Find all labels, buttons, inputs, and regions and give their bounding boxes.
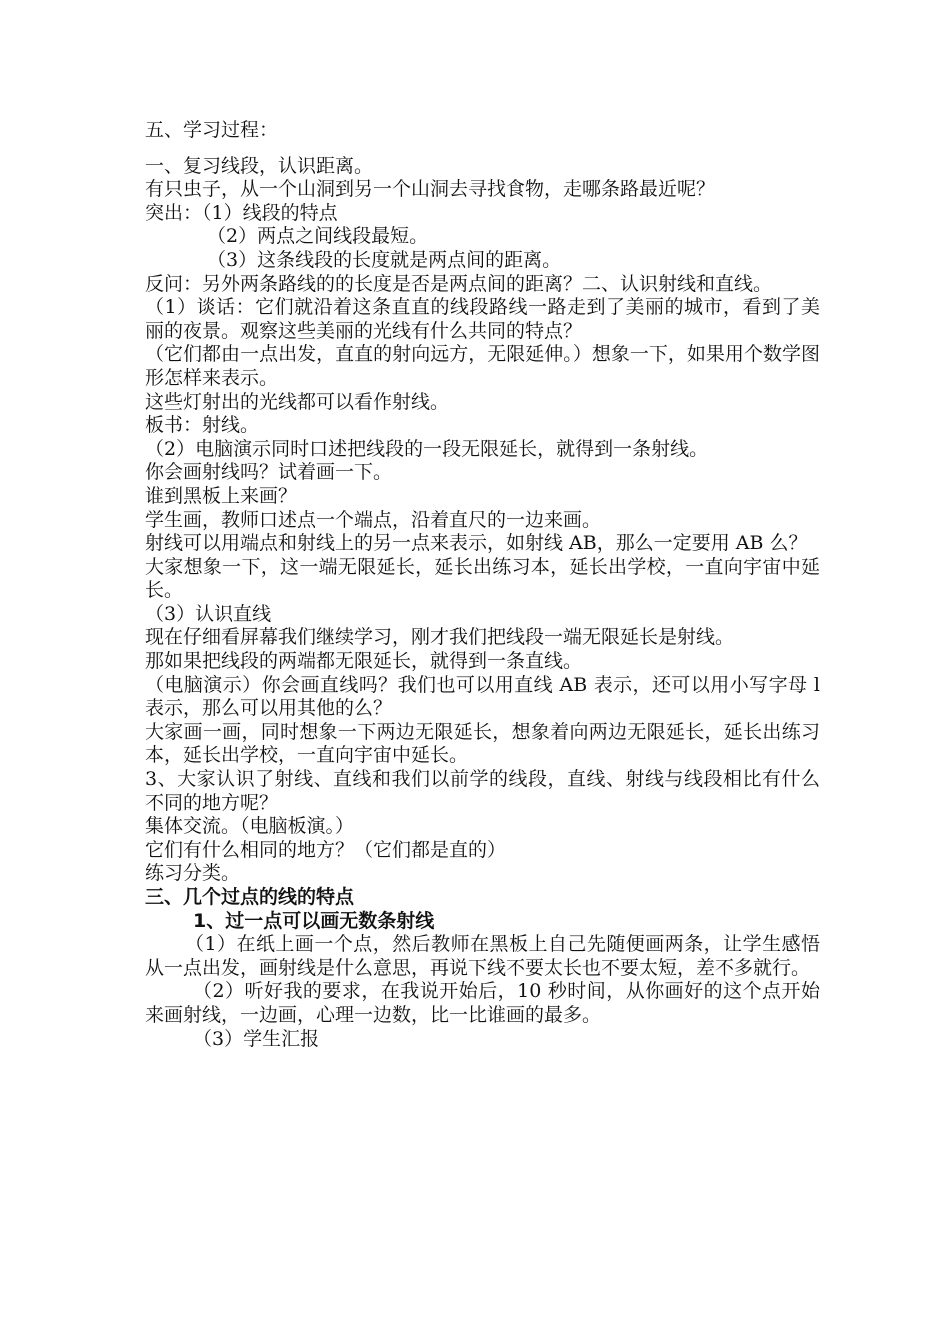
paragraph-student-report: （3）学生汇报 [193, 1027, 320, 1050]
paragraph-screen-study: 现在仔细看屏幕我们继续学习，刚才我们把线段一端无限延长是射线。 [145, 626, 735, 649]
paragraph-board-ray: 板书：射线。 [145, 414, 260, 437]
paragraph-both-ends: 那如果把线段的两端都无限延长，就得到一条直线。 [145, 650, 583, 673]
section-heading-learning-process: 五、学习过程： [145, 119, 279, 141]
paragraph-counter-question: 反问：另外两条路线的的长度是否是两点间的距离？二、认识射线和直线。 [145, 272, 773, 295]
paragraph-emphasis-2: （2）两点之间线段最短。 [207, 225, 429, 248]
paragraph-student-draws: 学生画，教师口述点一个端点，沿着直尺的一边来画。 [145, 508, 602, 531]
paragraph-know-line: （3）认识直线 [145, 602, 272, 625]
paragraph-emphasis-3: （3）这条线段的长度就是两点间的距离。 [207, 248, 562, 271]
paragraph-requirement [145, 980, 820, 1027]
paragraph-imagine-extend: 大家想象一下，这一端无限延长，延长出练习本，延长出学校，一直向宇宙中延长。 [145, 555, 820, 602]
subheading-infinite-rays: 1、过一点可以画无数条射线 [193, 909, 435, 932]
paragraph-computer-demo-line: （电脑演示）你会画直线吗？我们也可以用直线 AB 表示，还可以用小写字母 l 表示，那么可以用其他的么？ [145, 673, 820, 720]
paragraph-draw-line: 大家画一画，同时想象一下两边无限延长，想象着向两边无限延长，延长出练习本，延长出学校，一直向宇宙中延长。 [145, 720, 820, 767]
paragraph-requirement-text: （2）听好我的要求，在我说开始后，10 秒时间，从你画好的这个点开始来画射线，一边画，心理一边数，比一比谁画的最多。 [145, 980, 820, 1026]
paragraph-insect-question: 有只虫子，从一个山洞到另一个山洞去寻找食物，走哪条路最近呢？ [145, 178, 716, 201]
paragraph-draw-ray: 你会画射线吗？试着画一下。 [145, 461, 393, 484]
paragraph-draw-point-text: （1）在纸上画一个点，然后教师在黑板上自己先随便画两条，让学生感悟从一点出发，画射线是什么意思，再说下线不要太长也不要太短，差不多就行。 [145, 933, 820, 979]
document-page [145, 119, 820, 1051]
paragraph-talk: （1）谈话：它们就沿着这条直直的线段路线一路走到了美丽的城市，看到了美丽的夜景。观察这些美丽的光线有什么共同的特点？ [145, 296, 820, 342]
paragraph-blackboard: 谁到黑板上来画？ [145, 484, 298, 507]
paragraph-ray-notation: 射线可以用端点和射线上的另一点来表示，如射线 AB，那么一定要用 AB 么？ [145, 532, 808, 555]
paragraph-group-exchange: 集体交流。（电脑板演。） [145, 815, 355, 838]
paragraph-light-rays: 这些灯射出的光线都可以看作射线。 [145, 390, 450, 413]
paragraph-classify: 练习分类。 [145, 862, 241, 885]
subheading-review-segments: 一、复习线段，认识距离。 [145, 154, 374, 177]
paragraph-compare: 3、大家认识了射线、直线和我们以前学的线段，直线、射线与线段相比有什么不同的地方呢？ [145, 768, 820, 814]
paragraph-same: 它们有什么相同的地方？（它们都是直的） [145, 838, 507, 861]
paragraph-imagine: （它们都由一点出发，直直的射向远方，无限延伸。）想象一下，如果用个数学图形怎样来表示。 [145, 343, 820, 389]
paragraph-computer-demo-ray: （2）电脑演示同时口述把线段的一段无限延长，就得到一条射线。 [145, 437, 709, 460]
section-heading-point-lines: 三、几个过点的线的特点 [145, 886, 355, 908]
paragraph-draw-point [145, 933, 820, 980]
paragraph-emphasis-1: 突出：（1）线段的特点 [145, 201, 338, 224]
